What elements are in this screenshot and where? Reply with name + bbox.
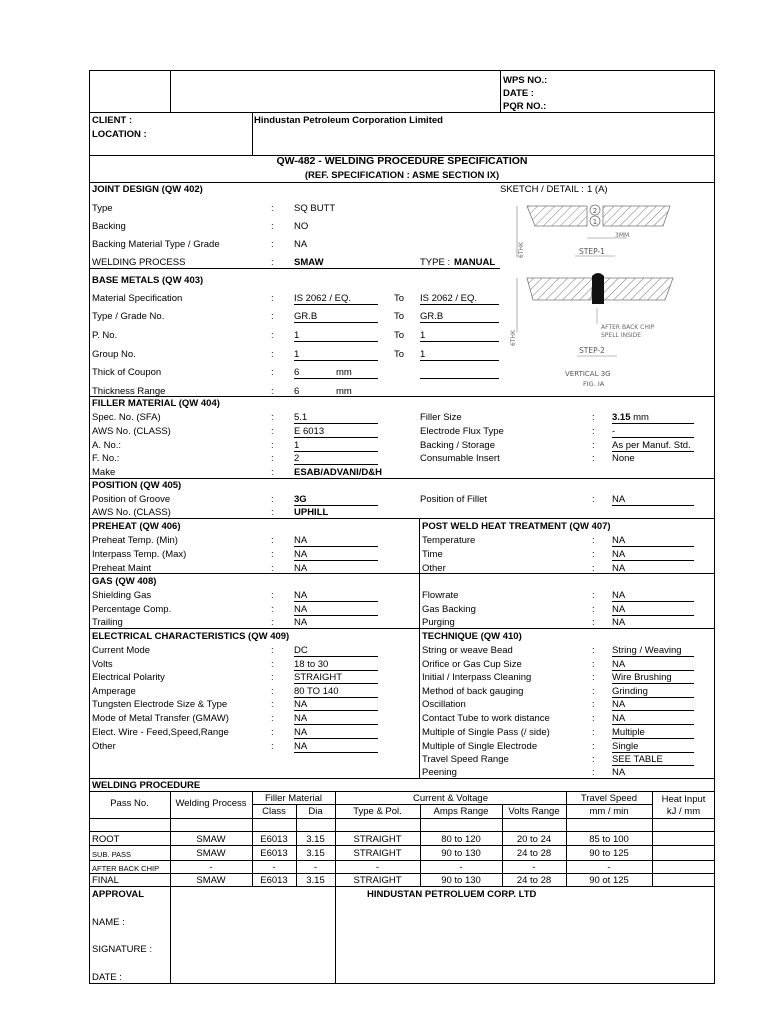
approval-heading: APPROVAL	[92, 889, 145, 900]
grid-line	[335, 886, 336, 984]
base-value-to: 1	[420, 349, 499, 361]
step1-label: STEP-1	[579, 247, 605, 256]
technique-label: String or weave Bead	[422, 645, 513, 656]
preheat-label: Preheat Temp. (Min)	[92, 535, 178, 546]
technique-label: Initial / Interpass Cleaning	[422, 672, 532, 683]
colon: :	[592, 645, 595, 656]
position-value: UPHILL	[294, 507, 329, 518]
base-metals-heading: BASE METALS (QW 403)	[92, 275, 204, 286]
preheat-label: Preheat Maint	[92, 563, 152, 574]
col-welding-process: Welding Process	[175, 798, 247, 809]
sketch-value: 1 (A)	[587, 184, 608, 195]
position-label: AWS No. (CLASS)	[92, 507, 171, 518]
preheat-value: NA	[294, 535, 378, 547]
filler-value: 1	[294, 440, 378, 452]
to-label: To	[394, 311, 405, 322]
technique-label: Oscillation	[422, 699, 466, 710]
technique-value: String / Weaving	[612, 645, 694, 657]
weld-sketch	[505, 196, 715, 396]
fig-label: FIG. IA	[583, 380, 605, 388]
colon: :	[592, 535, 595, 546]
to-label: To	[394, 349, 405, 360]
filler-label: Make	[92, 467, 116, 478]
colon: :	[271, 386, 274, 397]
technique-value: NA	[612, 659, 694, 671]
colon: :	[271, 367, 274, 378]
gap-label: 3MM	[615, 232, 630, 239]
technique-label: Orifice or Gas Cup Size	[422, 659, 522, 670]
blank-line	[420, 378, 499, 379]
table-row-type: STRAIGHT	[353, 875, 402, 886]
colon: :	[592, 686, 595, 697]
colon: :	[271, 311, 274, 322]
colon: :	[592, 727, 595, 738]
electrical-value: STRAIGHT	[294, 672, 378, 684]
table-row-speed: 90 ot 125	[589, 875, 629, 886]
colon: :	[271, 672, 274, 683]
colon: :	[271, 330, 274, 341]
colon: :	[271, 713, 274, 724]
grid-line	[500, 70, 501, 112]
table-row-class: E6013	[260, 875, 288, 886]
table-row-volts: 24 to 28	[516, 875, 552, 886]
colon: :	[271, 203, 274, 214]
table-row-volts: -	[532, 862, 536, 873]
filler-label: A. No.:	[92, 440, 122, 451]
date-label: DATE :	[503, 88, 534, 99]
filler-size-value	[612, 412, 694, 424]
position-heading: POSITION (QW 405)	[92, 480, 182, 491]
colon: :	[271, 412, 274, 423]
grid-line	[89, 628, 715, 629]
table-row-pass: AFTER BACK CHIP	[92, 864, 160, 873]
grid-line	[89, 778, 715, 779]
table-row-dia: 3.15	[306, 848, 325, 859]
approval-name-label: NAME :	[92, 917, 125, 928]
base-value-to: IS 2062 / EQ.	[420, 293, 499, 305]
approval-date-label: DATE :	[92, 972, 122, 983]
colon: :	[271, 507, 274, 518]
technique-value: Wire Brushing	[612, 672, 694, 684]
technique-value: SEE TABLE	[612, 754, 694, 766]
col-travel-unit: mm / min	[589, 806, 629, 817]
document-subtitle: (REF. SPECIFICATION : ASME SECTION IX)	[304, 170, 500, 181]
gas-label: Gas Backing	[422, 604, 476, 615]
table-row-class: E6013	[260, 834, 288, 845]
table-row-dia: -	[313, 862, 318, 873]
base-value-to: GR.B	[420, 311, 499, 323]
table-row-type: -	[375, 862, 380, 873]
filler-heading: FILLER MATERIAL (QW 404)	[92, 398, 220, 409]
colon: :	[271, 741, 274, 752]
table-row-pass: FINAL	[92, 875, 119, 886]
grid-line	[89, 112, 715, 113]
filler-value: 2	[294, 453, 378, 465]
colon: :	[271, 727, 274, 738]
table-row-process: SMAW	[196, 834, 226, 845]
electrical-value: 80 TO 140	[294, 686, 378, 698]
to-label: To	[394, 330, 405, 341]
technique-value: Grinding	[612, 686, 694, 698]
grid-line	[89, 478, 715, 479]
table-row-amps: -	[459, 862, 463, 873]
gas-value: NA	[294, 590, 378, 602]
base-label: P. No.	[92, 330, 118, 341]
grid-line	[89, 573, 715, 574]
technique-label: Travel Speed Range	[422, 754, 509, 765]
table-row-dia: 3.15	[306, 875, 325, 886]
grid-line	[419, 628, 420, 778]
preheat-value: NA	[294, 549, 378, 561]
client-label: CLIENT :	[92, 115, 133, 126]
grid-line	[170, 886, 171, 984]
colon: :	[592, 440, 595, 451]
table-row-type: STRAIGHT	[353, 834, 402, 845]
base-value-from: GR.B	[294, 311, 378, 323]
joint-label-type: Type	[92, 203, 113, 214]
filler-value: E 6013	[294, 426, 378, 438]
colon: :	[271, 257, 274, 268]
joint-label-process: WELDING PROCESS	[92, 257, 186, 268]
fillet-value: NA	[612, 494, 694, 506]
position-value: 3G	[294, 494, 378, 506]
col-heat-unit: kJ / mm	[666, 806, 701, 817]
joint-value-backing: NO	[294, 221, 309, 232]
sketch-label: SKETCH / DETAIL :	[500, 184, 584, 195]
colon: :	[592, 412, 595, 423]
table-row-speed: 85 to 100	[589, 834, 629, 845]
gas-value: NA	[294, 604, 378, 616]
base-label: Material Specification	[92, 293, 183, 304]
joint-value-type: SQ BUTT	[294, 203, 336, 214]
table-row-dia: 3.15	[306, 834, 325, 845]
unit-mm: mm	[336, 367, 352, 378]
table-row-class: E6013	[260, 848, 288, 859]
thickness-label: 6THK	[518, 242, 525, 258]
colon: :	[592, 672, 595, 683]
gas-value: NA	[294, 617, 308, 628]
approval-signature-label: SIGNATURE :	[92, 944, 152, 955]
vertical-label: VERTICAL 3G	[565, 370, 611, 378]
colon: :	[271, 563, 274, 574]
unit-mm: mm	[336, 386, 352, 397]
gas-label: Flowrate	[422, 590, 459, 601]
grid-line	[252, 112, 253, 155]
colon: :	[271, 617, 274, 628]
electrical-label: Amperage	[92, 686, 136, 697]
colon: :	[592, 767, 595, 778]
colon: :	[271, 239, 274, 250]
electrical-label: Other	[92, 741, 116, 752]
colon: :	[271, 686, 274, 697]
base-value-from: 6	[294, 367, 378, 379]
grid-line	[89, 791, 715, 792]
base-value-from: 1	[294, 349, 378, 361]
colon: :	[592, 549, 595, 560]
colon: :	[592, 494, 595, 505]
grid-line	[89, 396, 715, 397]
joint-value-backing-material: NA	[294, 239, 308, 250]
base-value-to: 1	[420, 330, 499, 342]
col-amps-range: Amps Range	[433, 806, 489, 817]
step2-label: STEP-2	[579, 346, 605, 355]
technique-label: Method of back gauging	[422, 686, 524, 697]
preheat-label: Interpass Temp. (Max)	[92, 549, 187, 560]
colon: :	[592, 453, 595, 464]
table-row-volts: 20 to 24	[516, 834, 552, 845]
col-dia: Dia	[308, 806, 323, 817]
bead-label: 2	[592, 207, 598, 215]
grid-line	[89, 268, 500, 269]
base-label: Type / Grade No.	[92, 311, 165, 322]
joint-design-heading: JOINT DESIGN (QW 402)	[92, 184, 203, 195]
filler-label: Spec. No. (SFA)	[92, 412, 161, 423]
filler-value: -	[612, 426, 694, 438]
type-value: MANUAL	[454, 257, 496, 268]
joint-value-process: SMAW	[294, 257, 324, 268]
electrical-value: DC	[294, 645, 378, 657]
filler-value: ESAB/ADVANI/D&H	[294, 467, 382, 478]
filler-label: Filler Size	[420, 412, 462, 423]
base-label: Thick of Coupon	[92, 367, 162, 378]
colon: :	[271, 349, 274, 360]
thickness-label: 6THK	[510, 330, 517, 346]
colon: :	[271, 467, 274, 478]
electrical-label: Current Mode	[92, 645, 151, 656]
table-row-pass: ROOT	[92, 834, 120, 845]
table-row-amps: 90 to 130	[441, 875, 481, 886]
table-row-amps: 80 to 120	[441, 834, 481, 845]
base-label: Group No.	[92, 349, 136, 360]
type-label: TYPE :	[420, 257, 451, 268]
filler-label: AWS No. (CLASS)	[92, 426, 171, 437]
table-row-speed: -	[607, 862, 611, 873]
gas-label: Trailing	[92, 617, 123, 628]
gas-heading: GAS (QW 408)	[92, 576, 157, 587]
colon: :	[592, 604, 595, 615]
colon: :	[592, 563, 595, 574]
colon: :	[592, 699, 595, 710]
colon: :	[271, 453, 274, 464]
gas-value: NA	[612, 590, 694, 602]
pwht-heading: POST WELD HEAT TREATMENT (QW 407)	[422, 521, 611, 532]
colon: :	[592, 617, 595, 628]
table-row-amps: 90 to 130	[441, 848, 481, 859]
pwht-label: Time	[422, 549, 443, 560]
grid-line	[170, 70, 171, 112]
technique-value: Multiple	[612, 727, 694, 739]
preheat-value: NA	[294, 563, 308, 574]
client-value: Hindustan Petroleum Corporation Limited	[254, 115, 443, 126]
colon: :	[592, 754, 595, 765]
joint-label-backing-material: Backing Material Type / Grade	[92, 239, 220, 250]
filler-size-unit: mm	[633, 412, 649, 423]
colon: :	[271, 293, 274, 304]
colon: :	[271, 535, 274, 546]
pwht-value: NA	[612, 535, 694, 547]
base-value-from: IS 2062 / EQ.	[294, 293, 378, 305]
colon: :	[271, 426, 274, 437]
col-heat-input: Heat Input	[661, 794, 706, 805]
colon: :	[271, 221, 274, 232]
wps-no-label: WPS NO.:	[503, 75, 548, 86]
colon: :	[271, 604, 274, 615]
spell-inside-note: SPELL INSIDE	[601, 332, 642, 339]
filler-label: F. No.:	[92, 453, 120, 464]
gas-value: NA	[612, 604, 694, 616]
location-label: LOCATION :	[92, 129, 147, 140]
gas-label: Purging	[422, 617, 455, 628]
filler-label: Backing / Storage	[420, 440, 495, 451]
electrical-heading: ELECTRICAL CHARACTERISTICS (QW 409)	[92, 631, 290, 642]
grid-line	[89, 818, 715, 819]
colon: :	[271, 494, 274, 505]
pqr-no-label: PQR NO.:	[503, 101, 547, 112]
electrical-label: Volts	[92, 659, 113, 670]
colon: :	[592, 713, 595, 724]
to-label: To	[394, 293, 405, 304]
technique-label: Peening	[422, 767, 457, 778]
electrical-label: Tungsten Electrode Size & Type	[92, 699, 228, 710]
col-pass-no: Pass No.	[110, 798, 149, 809]
electrical-label: Elect. Wire - Feed,Speed,Range	[92, 727, 229, 738]
technique-label: Multiple of Single Pass (/ side)	[422, 727, 550, 738]
technique-label: Contact Tube to work distance	[422, 713, 550, 724]
colon: :	[271, 645, 274, 656]
table-row-pass: SUB. PASS	[92, 850, 132, 859]
col-volts-range: Volts Range	[508, 806, 560, 817]
table-row-process: -	[209, 862, 213, 873]
fillet-label: Position of Fillet	[420, 494, 488, 505]
base-value-from: 1	[294, 330, 378, 342]
grid-line	[89, 831, 715, 832]
preheat-heading: PREHEAT (QW 406)	[92, 521, 181, 532]
filler-value: 5.1	[294, 412, 378, 424]
technique-label: Multiple of Single Electrode	[422, 741, 538, 752]
gas-label: Shielding Gas	[92, 590, 152, 601]
colon: :	[271, 440, 274, 451]
position-label: Position of Groove	[92, 494, 171, 505]
col-type-pol: Type & Pol.	[353, 806, 402, 817]
table-row-speed: 90 to 125	[589, 848, 629, 859]
colon: :	[271, 590, 274, 601]
approval-company: HINDUSTAN PETROLUEM CORP. LTD	[367, 889, 537, 900]
document-title: QW-482 - WELDING PROCEDURE SPECIFICATION	[276, 155, 528, 167]
colon: :	[592, 590, 595, 601]
electrical-label: Electrical Polarity	[92, 672, 165, 683]
table-row-process: SMAW	[196, 875, 226, 886]
colon: :	[592, 426, 595, 437]
grid-line	[89, 873, 715, 874]
procedure-heading: WELDING PROCEDURE	[92, 780, 201, 791]
col-current-voltage: Current & Voltage	[413, 793, 488, 804]
electrical-value: NA	[294, 699, 378, 711]
electrical-label: Mode of Metal Transfer (GMAW)	[92, 713, 229, 724]
grid-line	[89, 845, 715, 846]
pwht-value: NA	[612, 549, 694, 561]
grid-line	[89, 182, 715, 183]
col-travel-speed: Travel Speed	[580, 793, 638, 804]
technique-value: NA	[612, 767, 626, 778]
gas-label: Percentage Comp.	[92, 604, 172, 615]
colon: :	[271, 549, 274, 560]
table-row-class: -	[272, 862, 276, 873]
colon: :	[271, 699, 274, 710]
joint-label-backing: Backing	[92, 221, 126, 232]
colon: :	[592, 659, 595, 670]
gas-value: NA	[612, 617, 626, 628]
pwht-label: Temperature	[422, 535, 476, 546]
filler-label: Consumable Insert	[420, 453, 500, 464]
electrical-value: 18 to 30	[294, 659, 378, 671]
grid-line	[89, 860, 715, 861]
grid-line	[89, 518, 715, 519]
bead-label: 1	[592, 218, 598, 226]
table-row-process: SMAW	[196, 848, 226, 859]
filler-size-number: 3.15	[612, 412, 631, 423]
technique-value: Single	[612, 741, 694, 753]
col-filler-material: Filler Material	[264, 793, 322, 804]
pwht-label: Other	[422, 563, 446, 574]
electrical-value: NA	[294, 713, 378, 725]
grid-line	[89, 886, 715, 887]
colon: :	[592, 741, 595, 752]
base-label: Thickness Range	[92, 386, 166, 397]
electrical-value: NA	[294, 741, 378, 753]
table-row-type: STRAIGHT	[353, 848, 402, 859]
grid-line	[252, 804, 652, 805]
table-row-volts: 24 to 28	[516, 848, 552, 859]
col-class: Class	[262, 806, 286, 817]
technique-heading: TECHNIQUE (QW 410)	[422, 631, 522, 642]
base-value-from: 6	[294, 386, 300, 397]
technique-value: NA	[612, 713, 694, 725]
electrical-value: NA	[294, 727, 378, 739]
filler-value: As per Manuf. Std.	[612, 440, 694, 452]
after-back-chip-note: AFTER BACK CHIP	[601, 324, 655, 331]
filler-label: Electrode Flux Type	[420, 426, 504, 437]
colon: :	[271, 659, 274, 670]
technique-value: NA	[612, 699, 694, 711]
pwht-value: NA	[612, 563, 626, 574]
filler-value: None	[612, 453, 635, 464]
